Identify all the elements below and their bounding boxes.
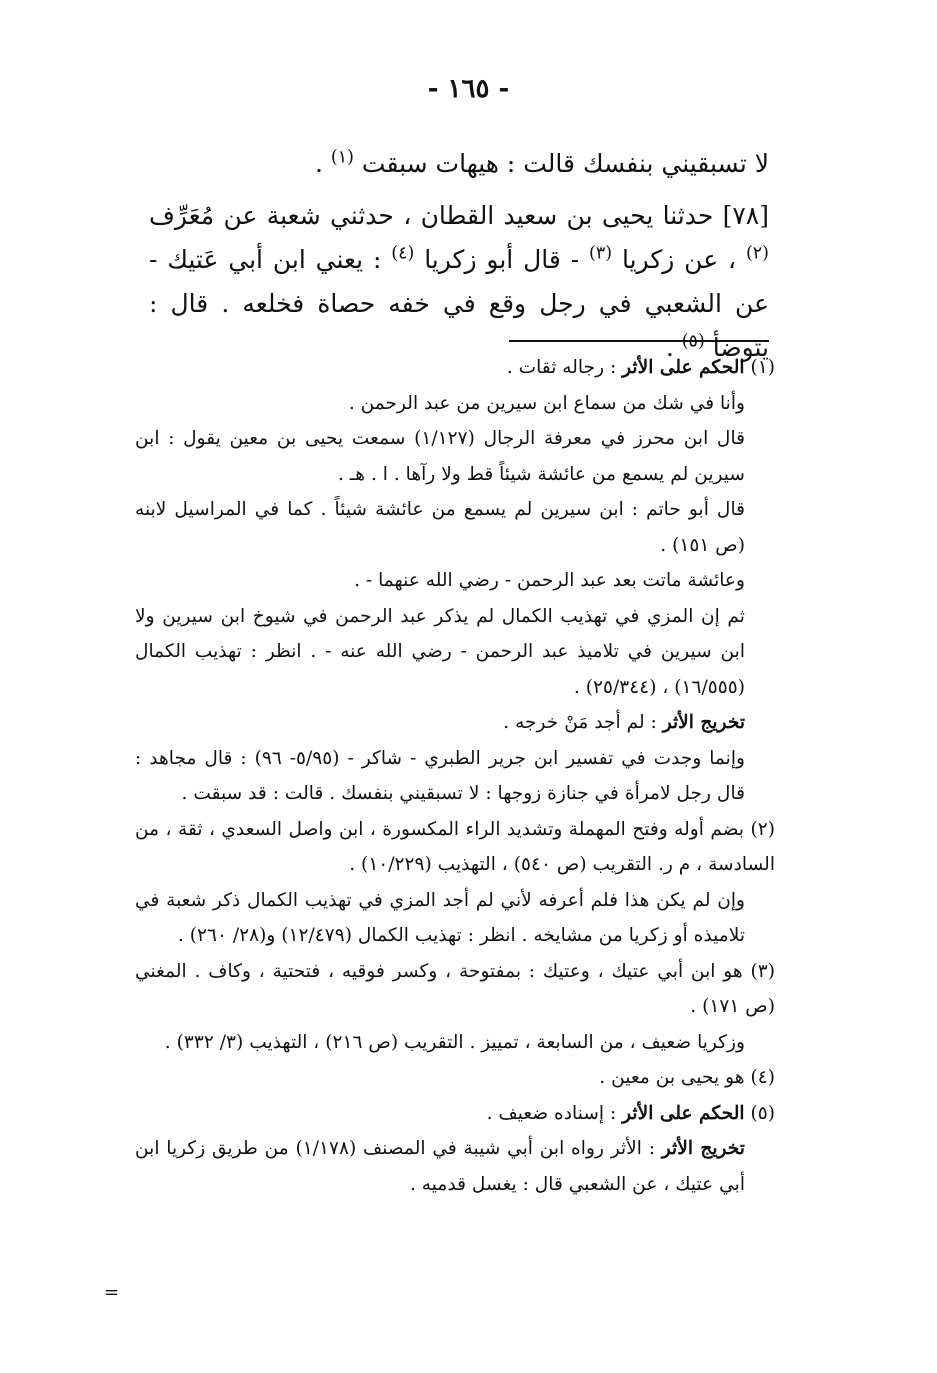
- footnote-text: هو ابن أبي عتيك ، وعتيك : بمفتوحة ، وكسر فوقيه ، فتحتية ، وكاف . المغني (ص ١٧١) .: [135, 960, 775, 1017]
- footnote-number: (٣): [750, 960, 775, 982]
- footnote-heading: الحكم على الأثر: [622, 1102, 745, 1124]
- footnotes: [135, 350, 775, 1202]
- footnote-1: [135, 350, 775, 386]
- footnote-heading: تخريج الأثر: [661, 1138, 745, 1159]
- main-text: ، عن زكريا: [621, 245, 746, 274]
- footnote-text: هو يحيى بن معين .: [599, 1067, 745, 1088]
- footnote-heading: الحكم على الأثر: [622, 357, 745, 378]
- main-text: [٧٨] حدثنا يحيى بن سعيد القطان ، حدثني شعبة عن مُعَرِّف: [149, 201, 769, 230]
- footnote-ref: (٢): [745, 243, 769, 264]
- main-text: - قال أبو زكريا: [424, 245, 590, 274]
- footnote-separator: [509, 340, 769, 342]
- main-text-line-1: [149, 142, 769, 186]
- footnote-ref: (٤): [391, 243, 415, 264]
- footnote-ref: (٣): [589, 243, 613, 264]
- hadith-paragraph: [149, 194, 769, 370]
- footnote-ref: (٥): [681, 331, 705, 352]
- main-text: : يعني ابن أبي عَتيك - عن الشعبي في رجل وقع في خفه حصاة فخلعه . قال : يتوضأ: [149, 245, 769, 362]
- footnote-text: قال أبو حاتم : ابن سيرين لم يسمع من عائشة شيئاً . كما في المراسيل لابنه (ص ١٥١) .: [135, 499, 745, 556]
- footnote-text: وعائشة ماتت بعد عبد الرحمن - رضي الله عنهما - .: [354, 570, 745, 591]
- footnote-takhrij: [135, 1131, 775, 1202]
- footnote-text: : الأثر رواه ابن أبي شيبة في المصنف (١/١٧٨) من طريق زكريا ابن أبي عتيك ، عن الشعبي قال : يغسل قدميه .: [135, 1138, 745, 1195]
- main-paragraph-78: [149, 194, 769, 370]
- footnote-4: [135, 1060, 775, 1096]
- page-number: - ١٦٥ -: [427, 74, 510, 104]
- footnote-5: [135, 1096, 775, 1132]
- continuation-mark: =: [104, 1282, 120, 1303]
- footnote-text: : إسناده ضعيف .: [486, 1102, 623, 1124]
- footnote-text: وإن لم يكن هذا فلم أعرفه لأني لم أجد المزي في تهذيب الكمال ذكر شعبة في تلاميذه أو زكريا من مشايخه . انظر : تهذيب الكمال (١٢/٤٧٩) و(٢٨/ ٢٦٠) .: [135, 889, 745, 946]
- footnote-text: بضم أوله وفتح المهملة وتشديد الراء المكسورة ، ابن واصل السعدي ، ثقة ، من السادسة ، م ر. التقريب (ص ٥٤٠) ، التهذيب (١٠/٢٢٩) .: [135, 818, 775, 875]
- footnote-heading: تخريج الأثر: [662, 712, 745, 733]
- footnote-number: (١): [750, 357, 775, 378]
- footnote-number: (٥): [750, 1102, 775, 1124]
- main-paragraph-1: [149, 142, 769, 186]
- main-text: .: [665, 333, 682, 362]
- footnote-ref: (١): [330, 147, 354, 168]
- footnote-text: وأنا في شك من سماع ابن سيرين من عبد الرحمن .: [348, 392, 745, 414]
- footnote-text: قال ابن محرز في معرفة الرجال (١/١٢٧) سمعت يحيى بن معين يقول : ابن سيرين لم يسمع من عائشة شيئاً قط ولا رآها . ا . هـ .: [135, 428, 745, 485]
- footnote-text: : لم أجد مَنْ خرجه .: [503, 712, 663, 733]
- footnote-takhrij: [135, 705, 775, 741]
- footnote-3: [135, 954, 775, 1025]
- footnote-number: (٤): [750, 1067, 775, 1088]
- main-text: لا تسبقيني بنفسك قالت : هيهات سبقت: [361, 149, 769, 178]
- footnote-text: : رجاله ثقات .: [506, 357, 623, 378]
- footnote-2: [135, 812, 775, 883]
- footnote-number: (٢): [750, 818, 775, 840]
- footnote-text: وإنما وجدت في تفسير ابن جرير الطبري - شاكر - (٥/٩٥- ٩٦) : قال مجاهد : قال رجل لامرأة في جنازة زوجها : لا تسبقيني بنفسك . قالت : قد سبقت .: [135, 747, 745, 804]
- footnote-text: ثم إن المزي في تهذيب الكمال لم يذكر عبد الرحمن في شيوخ ابن سيرين ولا ابن سيرين في تلاميذ عبد الرحمن - رضي الله عنه - . انظر : تهذيب الكمال (١٦/٥٥٥) ، (٢٥/٣٤٤) .: [135, 605, 745, 698]
- main-text: .: [314, 149, 331, 178]
- footnote-text: وزكريا ضعيف ، من السابعة ، تمييز . التقريب (ص ٢١٦) ، التهذيب (٣/ ٣٣٢) .: [164, 1031, 745, 1053]
